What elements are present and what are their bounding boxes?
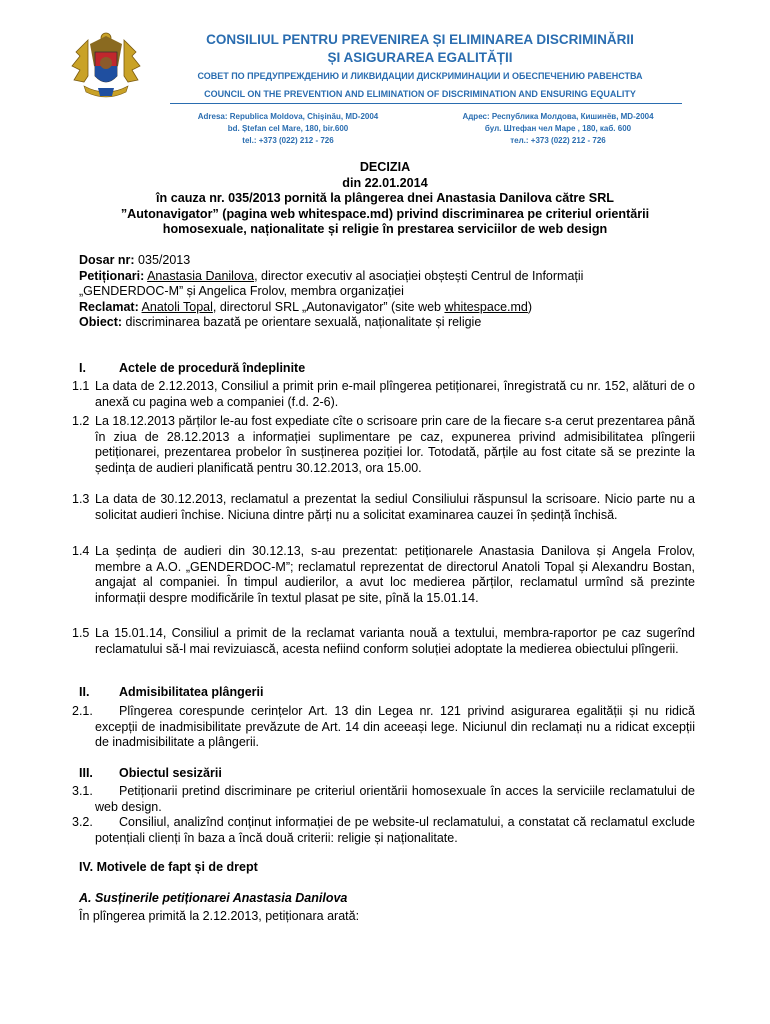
list-item xyxy=(72,379,695,410)
petitioner-name: Anastasia Danilova xyxy=(147,268,255,283)
petitioners-row xyxy=(79,269,696,285)
decision-heading: DECIZIA xyxy=(359,160,411,174)
address-ru-line: бул. Штефан чел Маре , 180, каб. 600 xyxy=(484,124,632,133)
address-ro-phone: tel.: +373 (022) 212 - 726 xyxy=(242,136,334,145)
section-2-number: II. xyxy=(79,685,90,699)
respondent-text: , directorul SRL „Autonavigator” (site web xyxy=(212,299,445,314)
section-4-title: IV. Motivele de fapt și de drept xyxy=(79,860,258,874)
council-name-en: COUNCIL ON THE PREVENTION AND ELIMINATION OF DISCRIMINATION AND ENSURING EQUALITY xyxy=(204,89,636,99)
decision-date: din 22.01.2014 xyxy=(342,175,428,190)
coat-of-arms-logo xyxy=(68,26,144,106)
item-number: 1.5 xyxy=(72,626,90,640)
council-name-ru: СОВЕТ ПО ПРЕДУПРЕЖДЕНИЮ И ЛИКВИДАЦИИ ДИСКРИМИНАЦИИ И ОБЕСПЕЧЕНИЮ РАВЕНСТВА xyxy=(197,71,643,81)
respondent-text-end: ) xyxy=(527,299,533,314)
list-item xyxy=(72,704,695,751)
paragraph: În plîngerea primită la 2.12.2013, petiționara arată: xyxy=(79,909,360,923)
address-ru-phone: тел.: +373 (022) 212 - 726 xyxy=(510,136,606,145)
list-item xyxy=(72,784,695,815)
address-ru xyxy=(428,111,688,147)
council-name-ro-line1: CONSILIUL PENTRU PREVENIREA ȘI ELIMINAREA DISCRIMINĂRII xyxy=(206,32,634,47)
respondent-website-link[interactable]: whitespace.md xyxy=(444,299,528,314)
list-item xyxy=(72,815,695,846)
case-meta xyxy=(79,253,696,331)
item-number: 1.2 xyxy=(72,414,90,428)
item-text: Plîngerea corespunde cerințelor Art. 13 din Legea nr. 121 privind asigurarea egalității și nu ridică excepții de inadmisibilitate prevăzute de Art. 14 din aceeași lege. Niciunul din reclamați nu a ridicat excepții de inadmisibilitate a plângerii. xyxy=(95,704,695,750)
decision-subject-line: ”Autonavigator” (pagina web whitespace.md) privind discriminarea pe criteriul orientării xyxy=(120,206,650,221)
petitioners-text-cont: „GENDERDOC-M” și Angelica Frolov, membra organizației xyxy=(79,284,404,299)
section-1-title: Actele de procedură îndeplinite xyxy=(119,361,306,375)
section-3-title: Obiectul sesizării xyxy=(119,766,222,780)
header-divider xyxy=(170,103,682,104)
decision-subject-line: în cauza nr. 035/2013 pornită la plângerea dnei Anastasia Danilova către SRL xyxy=(156,191,614,206)
item-number: 2.1. xyxy=(72,704,93,718)
address-ro-line: bd. Ștefan cel Mare, 180, bir.600 xyxy=(227,124,349,133)
object-value: discriminarea bazată pe orientare sexuală, naționalitate și religie xyxy=(122,315,482,330)
dosar-value: 035/2013 xyxy=(134,253,191,267)
item-text: La ședința de audieri din 30.12.13, s-au prezentat: petiționarele Anastasia Danilova și Angela Frolov, membre a A.O. „GENDERDOC-M”; reclamatul reprezentat de directorul Anatoli Topal și Alexandru Bostan, angajat al companiei. În timpul audierilor, a avut loc medierea părților, reclamatul urmînd să prezinte informații despre modificările în textul plasat pe site, pînă la 15.01.14. xyxy=(95,544,695,605)
item-number: 3.1. xyxy=(72,784,93,798)
respondent-name: Anatoli Topal xyxy=(141,299,213,314)
list-item xyxy=(72,492,695,523)
dosar-label: Dosar nr: xyxy=(79,253,135,267)
item-number: 1.3 xyxy=(72,492,90,506)
item-text: La 15.01.14, Consiliul a primit de la reclamat varianta nouă a textului, membra-raportor pe caz sugerînd reclamatului să-l mai revizuiască, acesta nefiind conform soluției adoptate la medierea obiectului plîngerii. xyxy=(95,626,695,656)
list-item xyxy=(72,626,695,657)
item-text: Consiliul, analizînd conținut informației de pe website-ul reclamatului, a constatat că reclamatul exclude potențiali clienți în baza a încă două criterii: religie și naționalitate. xyxy=(95,815,695,845)
list-item xyxy=(72,544,695,606)
respondent-row xyxy=(79,300,696,316)
item-text: La 18.12.2013 părților le-au fost expediate cîte o scrisoare prin care de la fiecare s-a cerut prezentarea până în ziua de 28.12.2013 a informației suplimentare pe caz, expunerea privind admisibilitatea plîngerii petiționarei, prezentarea probelor în susținerea poziției lor. Totodată, părțile au fost citate să se prezinte la ședința de audieri planificată pentru 30.12.2013, ora 15.00. xyxy=(95,414,695,475)
section-4a-title: A. Susținerile petiționarei Anastasia Danilova xyxy=(79,891,348,905)
respondent-label: Reclamat: xyxy=(79,299,139,314)
item-number: 1.1 xyxy=(72,379,90,393)
object-row xyxy=(79,315,696,331)
item-number: 3.2. xyxy=(72,815,93,829)
object-label: Obiect: xyxy=(79,315,123,330)
item-text: La data de 2.12.2013, Consiliul a primit prin e-mail plîngerea petiționarei, înregistrată cu nr. 152, alături de o anexă cu pagina web a companiei (f.d. 2-6). xyxy=(95,379,695,409)
item-number: 1.4 xyxy=(72,544,90,558)
petitioners-label: Petiționari: xyxy=(79,268,145,283)
dosar-row xyxy=(79,253,696,269)
council-name-ro-line2: ȘI ASIGURAREA EGALITĂȚII xyxy=(327,50,513,65)
address-ro xyxy=(158,111,418,147)
item-text: Petiționarii pretind discriminare pe criteriul orientării homosexuale în acces la serviciile reclamatului de web design. xyxy=(95,784,695,814)
section-2-title: Admisibilitatea plângerii xyxy=(119,685,264,699)
decision-title xyxy=(60,160,710,238)
section-3-number: III. xyxy=(79,766,93,780)
list-item xyxy=(72,414,695,476)
address-ru-line: Адрес: Республика Молдова, Кишинёв, MD-2004 xyxy=(462,112,654,121)
section-1-number: I. xyxy=(79,361,86,375)
address-ro-line: Adresa: Republica Moldova, Chișinău, MD-2004 xyxy=(197,112,379,121)
decision-subject-line: homosexuale, naționalitate și religie în prestarea serviciilor de web design xyxy=(162,222,608,237)
item-text: La data de 30.12.2013, reclamatul a prezentat la sediul Consiliului răspunsul la scrisoare. Nicio parte nu a solicitat audieri închise. Niciuna dintre părți nu a solicitat examinarea cauzei în ședință închisă. xyxy=(95,492,695,522)
petitioners-text: , director executiv al asociației obștești Centrul de Informații xyxy=(254,268,584,283)
